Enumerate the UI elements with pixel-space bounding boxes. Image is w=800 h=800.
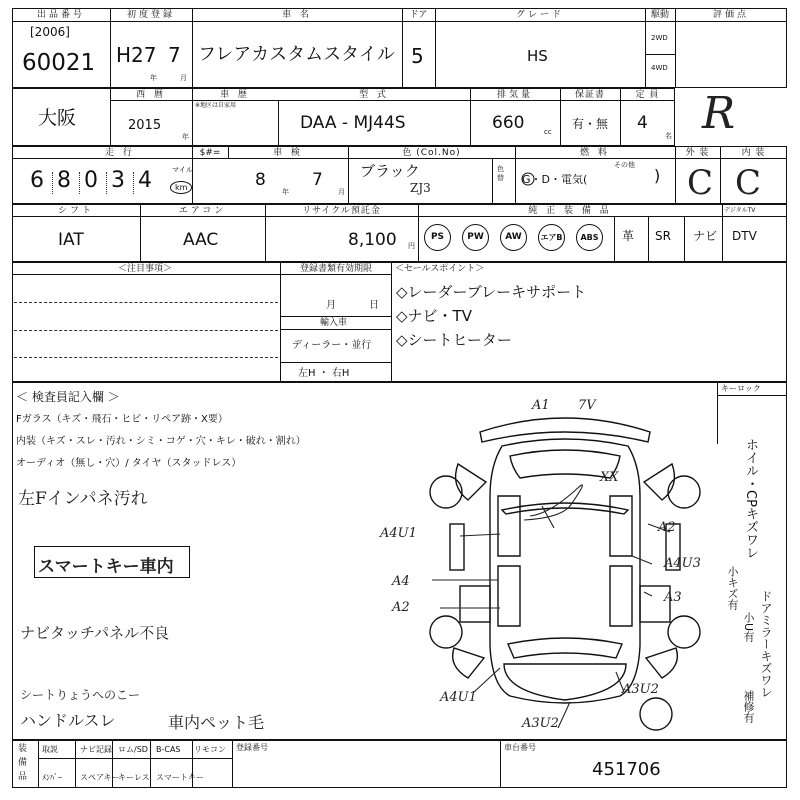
- damage-mark: 7V: [578, 398, 596, 413]
- lot-number: 60021: [22, 50, 96, 76]
- model-code: DAA - MJ44S: [300, 113, 406, 133]
- inspector-line: 内装（キズ・スレ・汚れ・シミ・コゲ・穴・キレ・破れ・割れ）: [16, 436, 306, 447]
- equipment-item: SR: [655, 229, 671, 243]
- sales-point: ◇レーダーブレーキサポート: [396, 283, 587, 301]
- model-year: 2015: [128, 118, 162, 133]
- small-u-note: 小U有: [742, 612, 755, 643]
- digit-separator: [79, 172, 80, 194]
- damage-mark: A3U2: [622, 682, 659, 697]
- damage-mark: A3: [664, 590, 682, 605]
- mileage-digit: 6: [30, 168, 44, 193]
- inspection-month: 7: [312, 170, 323, 190]
- mileage-digit: 3: [111, 168, 125, 193]
- fuel-gas-circle: [521, 172, 535, 186]
- option-item: B-CAS: [156, 745, 181, 754]
- inspector-title: ＜ 検査員記入欄 ＞: [16, 390, 120, 404]
- color-code: ZJ3: [410, 181, 431, 195]
- inspector-line: Fガラス（キズ・飛石・ヒビ・リペア跡・X要）: [16, 414, 228, 425]
- mirror-note: ドアミラーキズワレ: [759, 590, 773, 698]
- grade-label: グレード: [515, 10, 564, 20]
- damage-mark: A2: [658, 520, 676, 535]
- option-divider: [75, 740, 76, 788]
- repair-note: 補修有: [742, 690, 755, 723]
- mileage-digit: 4: [138, 168, 152, 193]
- first-reg-era: H27: [116, 43, 157, 67]
- first-reg-month: 7: [168, 43, 181, 67]
- damage-mark: A4U3: [664, 556, 701, 571]
- sales-point: ◇シートヒーター: [396, 331, 512, 349]
- option-item: ﾒﾝﾊﾞｰ: [42, 773, 62, 782]
- hand-note-6: 車内ペット毛: [168, 713, 265, 732]
- equipment-item: DTV: [732, 229, 757, 243]
- score: R: [702, 88, 736, 139]
- inspection-year: 8: [255, 170, 266, 190]
- hand-note-4: シートりょうへのこー: [20, 688, 141, 702]
- damage-mark: A2: [392, 600, 410, 615]
- hand-note-1: 左Fインパネ汚れ: [18, 489, 148, 509]
- mileage-digit: 8: [57, 168, 71, 193]
- doors-label: ドア: [409, 10, 428, 20]
- interior-grade: C: [735, 163, 762, 203]
- chassis-number: 451706: [592, 759, 661, 780]
- hand-note-5: ハンドルスレ: [20, 711, 116, 730]
- damage-mark: A4: [392, 574, 410, 589]
- equipment-divider: [722, 216, 723, 262]
- hand-note-3: ナビタッチパネル不良: [20, 624, 170, 642]
- digit-separator: [52, 172, 53, 194]
- fuel-options: G・D・電気(: [522, 173, 588, 186]
- digit-separator: [133, 172, 134, 194]
- car-name-label: 車 名: [282, 10, 312, 20]
- recycle-fee: 8,100: [348, 230, 397, 250]
- car-name: フレアカスタムスタイル: [198, 44, 395, 65]
- option-item: 取説: [42, 745, 58, 754]
- digit-separator: [106, 172, 107, 194]
- auction-sheet: 出品番号 [2006] 60021 初度登録 H27 7 年 月 車 名 フレアカスタムスタイル ドア 5 グレード HS 駆動 2WD 4WD 評価点 R 大阪 西 暦 2015 年 車 歴 ※地区は自家用 型 式 DAA - MJ44S 排気量 660 cc 保証書 有・無 定 員 4 名 走 行 $#= 6 8 0 3 4 マイル km 車 検 8 年 7 月 色 (Col.No) ブラック ZJ3 色替 燃 料 G・D・電気( その他 ) 外 装 C 内 装 C シフト IAT エアコン AAC リサイクル預託金 8,100 円 純 正 装 備 品 デジタルTV PS PW AW エアB ABS 革 SR ナビ DTV ＜注目事項＞ 登録書類有効期限 月 日 輸入車 ディーラー・並行 左H ・ 右H ＜セールスポイント＞ ◇レーダーブレーキサポート ◇ナビ・TV ◇シートヒーター ＜ 検査員記入欄 ＞ Fガラス（キズ・飛石・ヒビ・リペア跡・X要） 内装（キズ・スレ・汚れ・シミ・コゲ・穴・キレ・破れ・割れ） オーディオ（無し・穴）/ タイヤ（スタッドレス） キーロック ホイル・CPキズワレ ドアミラーキズワレ 小キズ有 小U有 補修有 左Fインパネ汚れ スマートキー車内 ナビタッチパネル不良 シートりょうへのこー ハンドルスレ 車内ペット毛 A1 7V XX A4U1 A2 A4U3 A4 A3 A2 A4U1 A3U2 A3U2 装 備 品 取説 ナビ記録 ロム/SD B-CAS リモコン ﾒﾝﾊﾞｰ スペアキー キーレス スマートキー 登録番号 車台番号 451706: [0, 0, 800, 800]
- equipment-circled: PW: [462, 224, 489, 251]
- grade: HS: [527, 47, 548, 65]
- sales-point: ◇ナビ・TV: [396, 307, 472, 325]
- equipment-divider: [684, 216, 685, 262]
- lot-label: 出品番号: [36, 10, 85, 20]
- equipment-circled: ABS: [576, 224, 603, 251]
- first-reg-label: 初度登録: [126, 10, 175, 20]
- damage-mark: XX: [600, 470, 619, 485]
- air-conditioner: AAC: [183, 230, 219, 250]
- option-item: スペアキー: [80, 773, 120, 782]
- equipment-circled: エアB: [538, 224, 565, 251]
- damage-mark: A4U1: [380, 526, 417, 541]
- wheel-note: ホイル・CPキズワレ: [743, 438, 758, 559]
- equipment-circled: PS: [424, 224, 451, 251]
- option-item: キーレス: [118, 773, 150, 782]
- equipment-circled: AW: [500, 224, 527, 251]
- hand-note-2: スマートキー車内: [38, 557, 174, 577]
- equipment-divider: [648, 216, 649, 262]
- lot-year: [2006]: [30, 25, 70, 39]
- option-item: スマートキー: [156, 773, 204, 782]
- mileage-digit: 0: [84, 168, 98, 193]
- inspector-line: オーディオ（無し・穴）/ タイヤ（スタッドレス）: [16, 458, 242, 469]
- option-item: ナビ記録: [80, 745, 112, 754]
- damage-mark: A3U2: [522, 716, 559, 731]
- small-scratch-note: 小キズ有: [726, 566, 739, 610]
- option-item: ロム/SD: [118, 745, 148, 754]
- damage-mark: A4U1: [440, 690, 477, 705]
- exterior-grade: C: [687, 163, 714, 203]
- color: ブラック: [360, 162, 420, 180]
- option-item: リモコン: [194, 745, 226, 754]
- drive-label: 駆動: [650, 10, 669, 20]
- option-divider: [150, 740, 151, 788]
- capacity: 4: [637, 113, 648, 133]
- warranty: 有・無: [572, 117, 609, 131]
- damage-mark: A1: [532, 398, 550, 413]
- score-label: 評価点: [712, 10, 749, 20]
- shift: IAT: [58, 230, 84, 250]
- equipment-item: ナビ: [693, 229, 718, 243]
- equipment-item: 革: [622, 229, 635, 243]
- displacement: 660: [492, 113, 525, 133]
- equipment-divider: [614, 216, 615, 262]
- location: 大阪: [38, 107, 77, 129]
- doors: 5: [411, 44, 424, 68]
